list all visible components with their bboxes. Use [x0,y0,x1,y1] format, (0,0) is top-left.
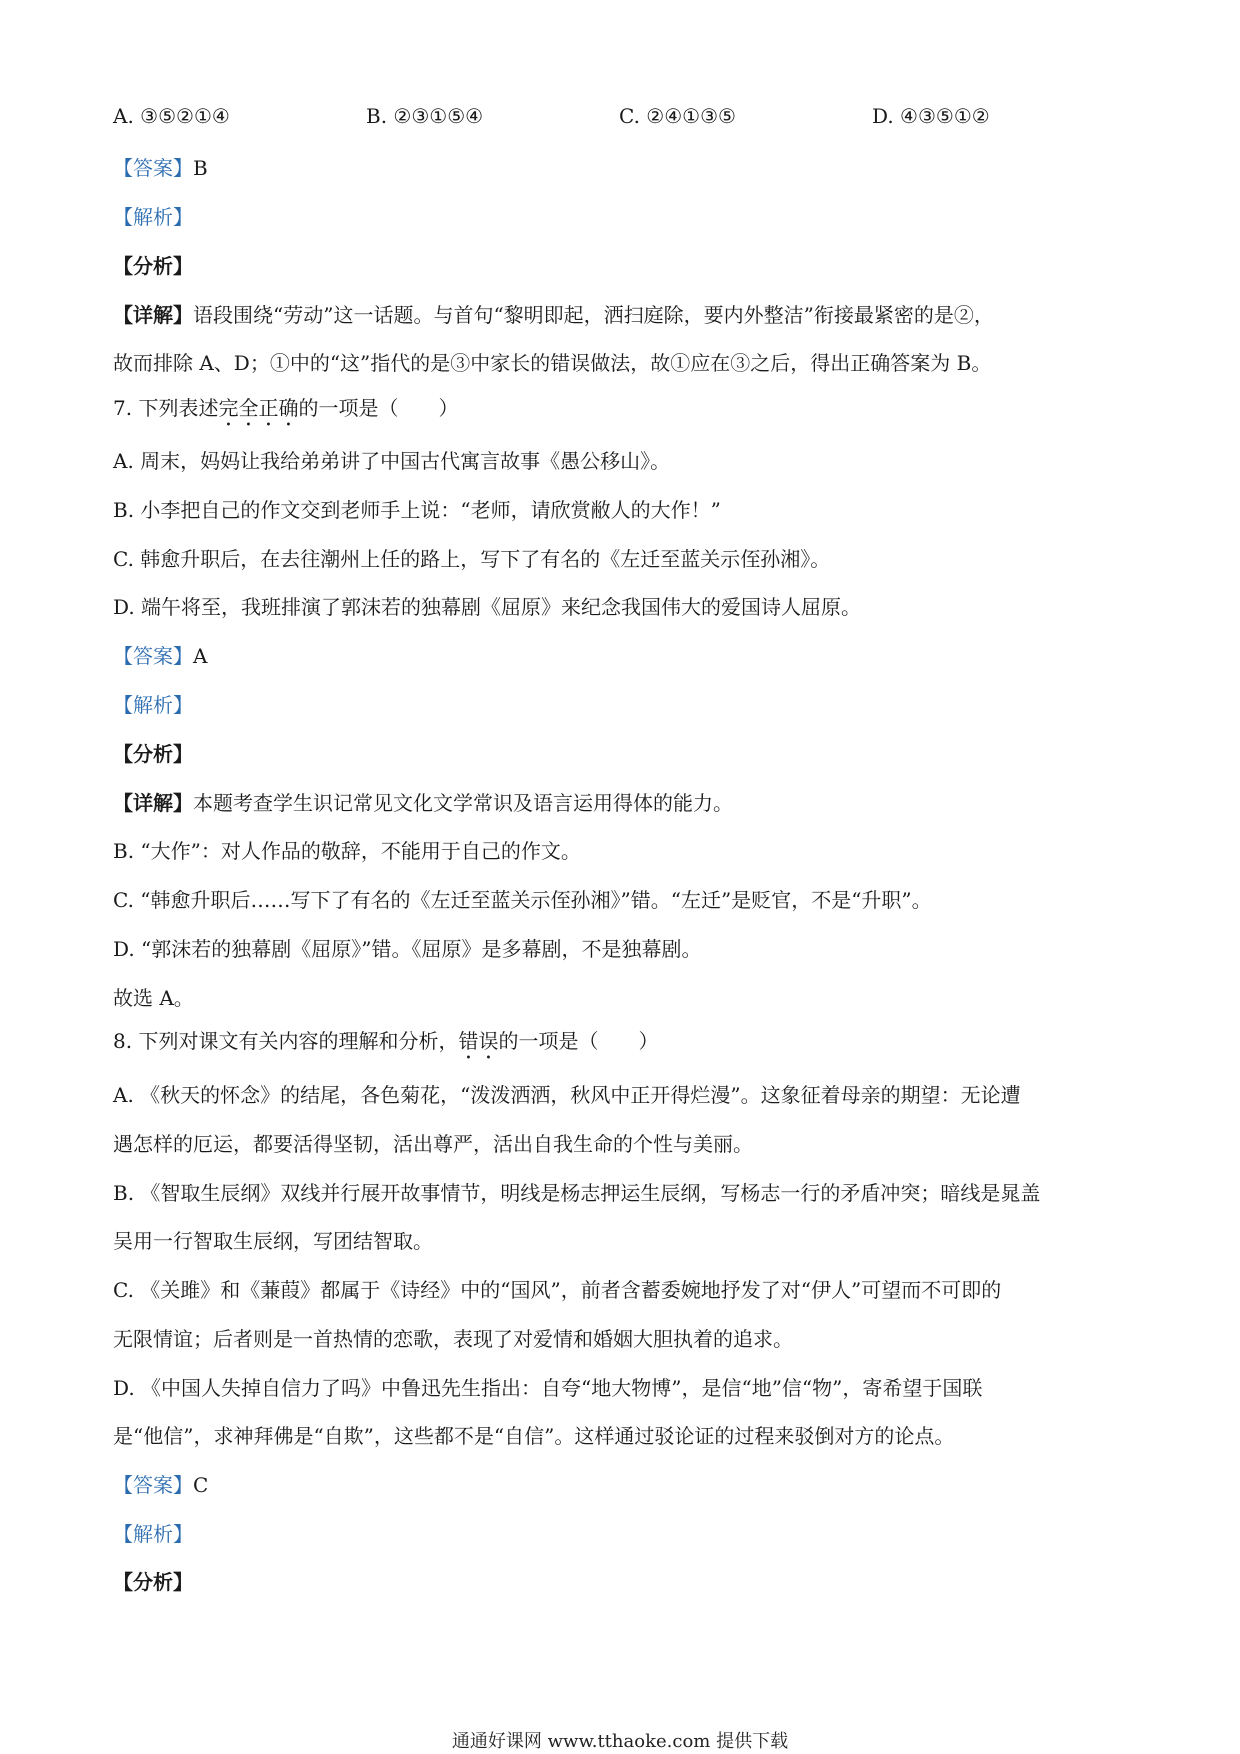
q7-stem: 7. 下列表述完全正确的一项是（ ） [113,396,459,420]
q8-analysis-tag: 【解析】 [113,1522,193,1546]
q8-option-d-line-2: 是“他信”，求神拜佛是“自欺”，这些都不是“自信”。这样通过驳论证的过程来驳倒对方的论点。 [113,1424,955,1448]
q6-option-c: C. ②④①③⑤ [619,104,736,128]
q7-explain-d: D. “郭沫若的独幕剧《屈原》”错。《屈原》是多幕剧，不是独幕剧。 [113,937,702,961]
q8-option-a-line-2: 遇怎样的厄运，都要活得坚韧，活出尊严，活出自我生命的个性与美丽。 [113,1132,753,1156]
q7-explain-b: B. “大作”：对人作品的敬辞，不能用于自己的作文。 [113,839,581,863]
emphasis-text: 错误 [458,1029,499,1053]
q8-option-c-line-1: C. 《关雎》和《蒹葭》都属于《诗经》中的“国风”，前者含蓄委婉地抒发了对“伊人”可望而不可即的 [113,1278,1002,1302]
q6-option-b: B. ②③①⑤④ [366,104,484,128]
q8-option-b-line-2: 吴用一行智取生辰纲，写团结智取。 [113,1229,433,1253]
answer-tag: 【答案】 [113,156,193,180]
q7-option-c: C. 韩愈升职后，在去往潮州上任的路上，写下了有名的《左迁至蓝关示侄孙湘》。 [113,547,831,571]
q8-fenxi-tag: 【分析】 [113,1570,193,1594]
answer-tag: 【答案】 [113,1473,193,1497]
q6-detail-line-2: 故而排除 A、D；①中的“这”指代的是③中家长的错误做法，故①应在③之后，得出正确答案为 B。 [113,351,992,375]
q6-option-a: A. ③⑤②①④ [113,104,230,128]
q7-option-a: A. 周末，妈妈让我给弟弟讲了中国古代寓言故事《愚公移山》。 [113,449,671,473]
q7-analysis-tag: 【解析】 [113,693,193,717]
q7-detail: 【详解】本题考查学生识记常见文化文学常识及语言运用得体的能力。 [113,791,733,815]
q6-fenxi-tag: 【分析】 [113,254,193,278]
page-footer: 通通好课网 www.tthaoke.com 提供下载 [451,1731,789,1752]
detail-tag: 【详解】 [113,303,193,327]
q8-stem: 8. 下列对课文有关内容的理解和分析，错误的一项是（ ） [113,1029,659,1053]
q6-analysis-tag: 【解析】 [113,205,193,229]
q7-explain-c: C. “韩愈升职后……写下了有名的《左迁至蓝关示侄孙湘》”错。“左迁”是贬官，不是“升职”。 [113,888,932,912]
q6-answer [113,154,208,182]
answer-value: C [193,1473,209,1497]
q6-option-d: D. ④③⑤①② [872,104,990,128]
q7-option-b: B. 小李把自己的作文交到老师手上说：“老师，请欣赏敝人的大作！” [113,498,721,522]
q7-fenxi-tag: 【分析】 [113,742,193,766]
answer-tag: 【答案】 [113,644,193,668]
q8-option-b-line-1: B. 《智取生辰纲》双线并行展开故事情节，明线是杨志押运生辰纲，写杨志一行的矛盾冲突；暗线是晁盖 [113,1181,1041,1205]
q7-conclusion: 故选 A。 [113,986,194,1010]
q8-option-c-line-2: 无限情谊；后者则是一首热情的恋歌，表现了对爱情和婚姻大胆执着的追求。 [113,1327,793,1351]
q8-option-d-line-1: D. 《中国人失掉自信力了吗》中鲁迅先生指出：自夸“地大物博”，是信“地”信“物”，寄希望于国联 [113,1376,983,1400]
answer-value: B [193,156,208,180]
q7-option-d: D. 端午将至，我班排演了郭沫若的独幕剧《屈原》来纪念我国伟大的爱国诗人屈原。 [113,595,862,619]
q6-detail-line-1: 【详解】语段围绕“劳动”这一话题。与首句“黎明即起，洒扫庭除，要内外整洁”衔接最紧密的是②， [113,303,994,327]
answer-value: A [193,644,208,668]
q7-answer [113,642,207,670]
q6-options [113,104,1043,134]
q8-option-a-line-1: A. 《秋天的怀念》的结尾，各色菊花，“泼泼洒洒，秋风中正开得烂漫”。这象征着母亲的期望：无论遭 [113,1083,1021,1107]
emphasis-text: 完全正确 [218,396,299,420]
detail-tag: 【详解】 [113,791,193,815]
q8-answer [113,1471,208,1499]
